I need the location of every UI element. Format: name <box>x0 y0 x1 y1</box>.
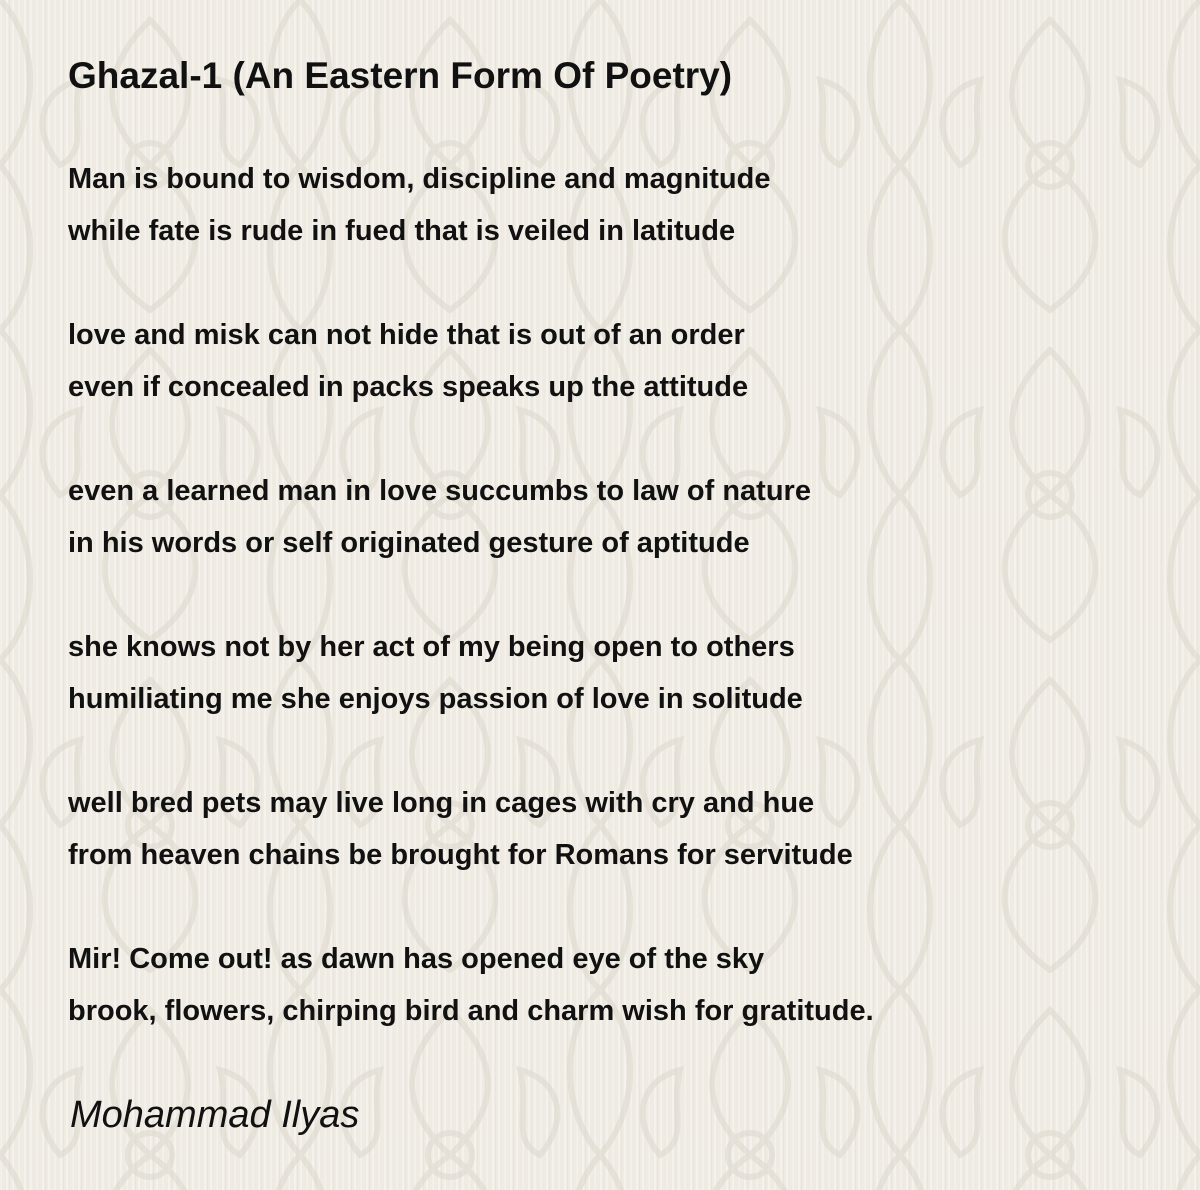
stanza <box>68 777 1168 881</box>
stanza <box>68 621 1168 725</box>
poem-line: while fate is rude in fued that is veiled in latitude <box>68 215 736 247</box>
stanza <box>68 933 1168 1037</box>
poem-author: Mohammad Ilyas <box>70 1094 360 1136</box>
poem-line: even a learned man in love succumbs to law of nature <box>68 475 811 507</box>
stanza <box>68 309 1168 413</box>
stanza <box>68 153 1168 257</box>
stanza <box>68 465 1168 569</box>
poem-line: she knows not by her act of my being open to others <box>68 631 795 663</box>
poem-title: Ghazal-1 (An Eastern Form Of Poetry) <box>68 55 733 96</box>
poem-line: well bred pets may live long in cages with cry and hue <box>68 787 815 819</box>
poem-body <box>68 153 1168 1037</box>
poem-line: Mir! Come out! as dawn has opened eye of the sky <box>68 943 765 975</box>
poem-line: brook, flowers, chirping bird and charm wish for gratitude. <box>68 995 874 1027</box>
poem-line: even if concealed in packs speaks up the attitude <box>68 371 749 403</box>
poem-page <box>68 52 1168 1089</box>
poem-line: humiliating me she enjoys passion of love in solitude <box>68 683 803 715</box>
poem-line: from heaven chains be brought for Romans for servitude <box>68 839 853 871</box>
poem-line: in his words or self originated gesture of aptitude <box>68 527 750 559</box>
poem-line: Man is bound to wisdom, discipline and magnitude <box>68 163 771 195</box>
poem-line: love and misk can not hide that is out of an order <box>68 319 745 351</box>
